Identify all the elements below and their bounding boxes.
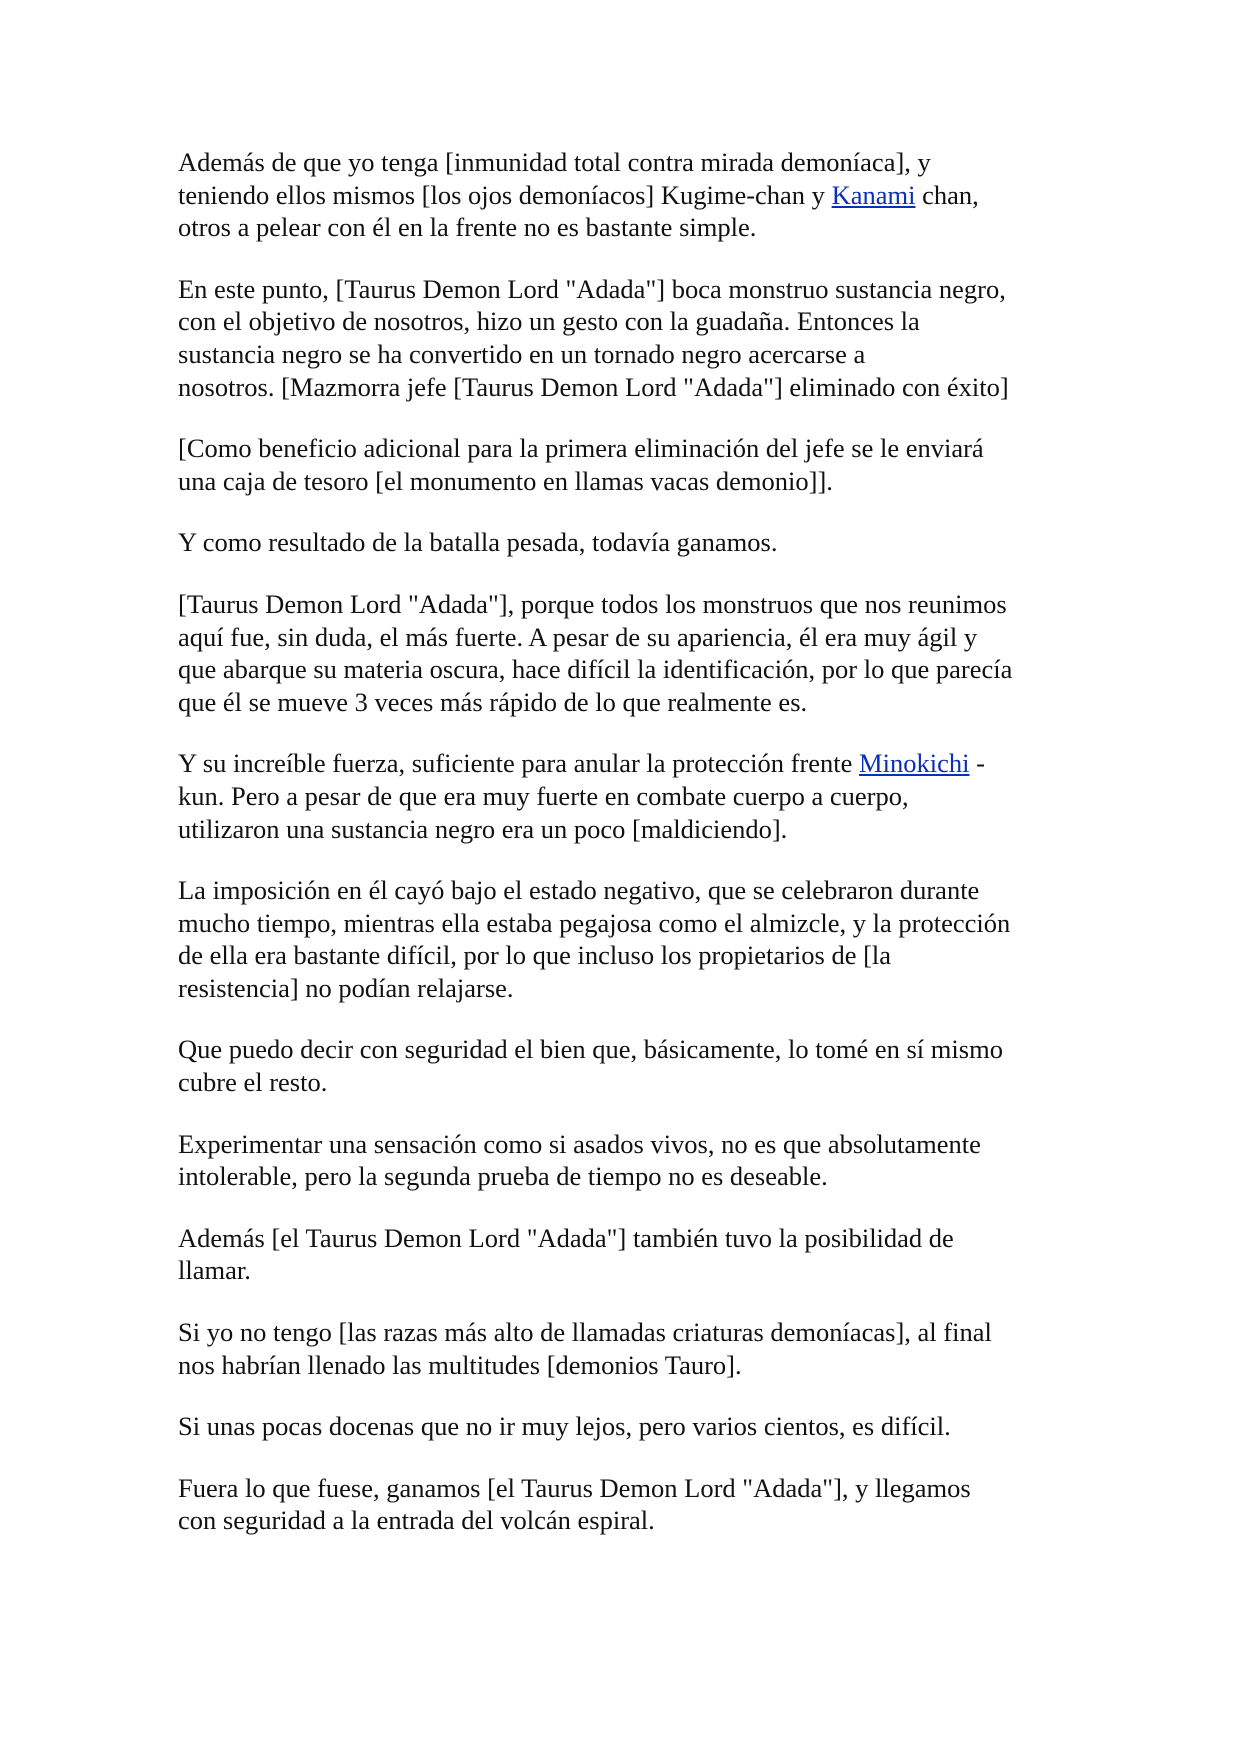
paragraph (178, 1316, 1078, 1381)
paragraph (178, 1410, 1078, 1443)
paragraph (178, 273, 1078, 403)
paragraph-text: [Taurus Demon Lord "Adada"], porque todos los monstruos que nos reunimos aquí fue, sin duda, el más fuerte. A pesar de su apariencia, él era muy ágil y que abarque su materia oscura, hace difícil la identificación, por lo que parecía que él se mueve 3 veces más rápido de lo que realmente es. (178, 588, 1013, 717)
paragraph (178, 1472, 1078, 1537)
paragraph (178, 146, 1078, 244)
document-page (178, 146, 1078, 1566)
paragraph-text: Que puedo decir con seguridad el bien que, básicamente, lo tomé en sí mismo cubre el resto. (178, 1034, 1003, 1098)
paragraph-text: Si unas pocas docenas que no ir muy lejos, pero varios cientos, es difícil. (178, 1411, 951, 1442)
paragraph-text: Además [el Taurus Demon Lord "Adada"] también tuvo la posibilidad de llamar. (178, 1222, 954, 1286)
paragraph-text: - kun. Pero a pesar de que era muy fuerte en combate cuerpo a cuerpo, utilizaron una sustancia negro era un poco [maldiciendo]. (178, 748, 985, 844)
paragraph (178, 432, 1078, 497)
hyperlink[interactable]: Kanami (831, 179, 916, 210)
paragraph-text: En este punto, [Taurus Demon Lord "Adada"] boca monstruo sustancia negro, con el objetivo de nosotros, hizo un gesto con la guadaña. Entonces la sustancia negro se ha convertido en un tornado negro acercarse a nosotros. [Mazmorra jefe [Taurus Demon Lord "Adada"] eliminado con éxito] (178, 273, 1009, 402)
hyperlink[interactable]: Minokichi (859, 748, 970, 779)
paragraph (178, 588, 1078, 718)
paragraph-text: chan, otros a pelear con él en la frente no es bastante simple. (178, 179, 979, 243)
paragraph-text: La imposición en él cayó bajo el estado negativo, que se celebraron durante mucho tiempo, mientras ella estaba pegajosa como el almizcle, y la protección de ella era bastante difícil, por lo que incluso los propietarios de [la resistencia] no podían relajarse. (178, 875, 1011, 1003)
paragraph-text: Y su increíble fuerza, suficiente para anular la protección frente (178, 748, 860, 779)
paragraph (178, 1033, 1078, 1098)
paragraph-text: Si yo no tengo [las razas más alto de llamadas criaturas demoníacas], al final nos habrían llenado las multitudes [demonios Tauro]. (178, 1317, 992, 1380)
paragraph-text: Fuera lo que fuese, ganamos [el Taurus Demon Lord "Adada"], y llegamos con seguridad a la entrada del volcán espiral. (178, 1472, 971, 1536)
paragraph-text: [Como beneficio adicional para la primera eliminación del jefe se le enviará una caja de tesoro [el monumento en llamas vacas demonio]]. (178, 433, 984, 496)
paragraph-text: Experimentar una sensación como si asados vivos, no es que absolutamente intolerable, pero la segunda prueba de tiempo no es deseable. (178, 1128, 981, 1192)
paragraph (178, 747, 1078, 845)
paragraph (178, 874, 1078, 1004)
paragraph-text: Y como resultado de la batalla pesada, todavía ganamos. (178, 527, 778, 558)
paragraph (178, 1128, 1078, 1193)
paragraph (178, 526, 1078, 559)
paragraph (178, 1222, 1078, 1287)
paragraph-text: Además de que yo tenga [inmunidad total contra mirada demoníaca], y teniendo ellos mismos [los ojos demoníacos] Kugime-chan y (178, 147, 931, 210)
